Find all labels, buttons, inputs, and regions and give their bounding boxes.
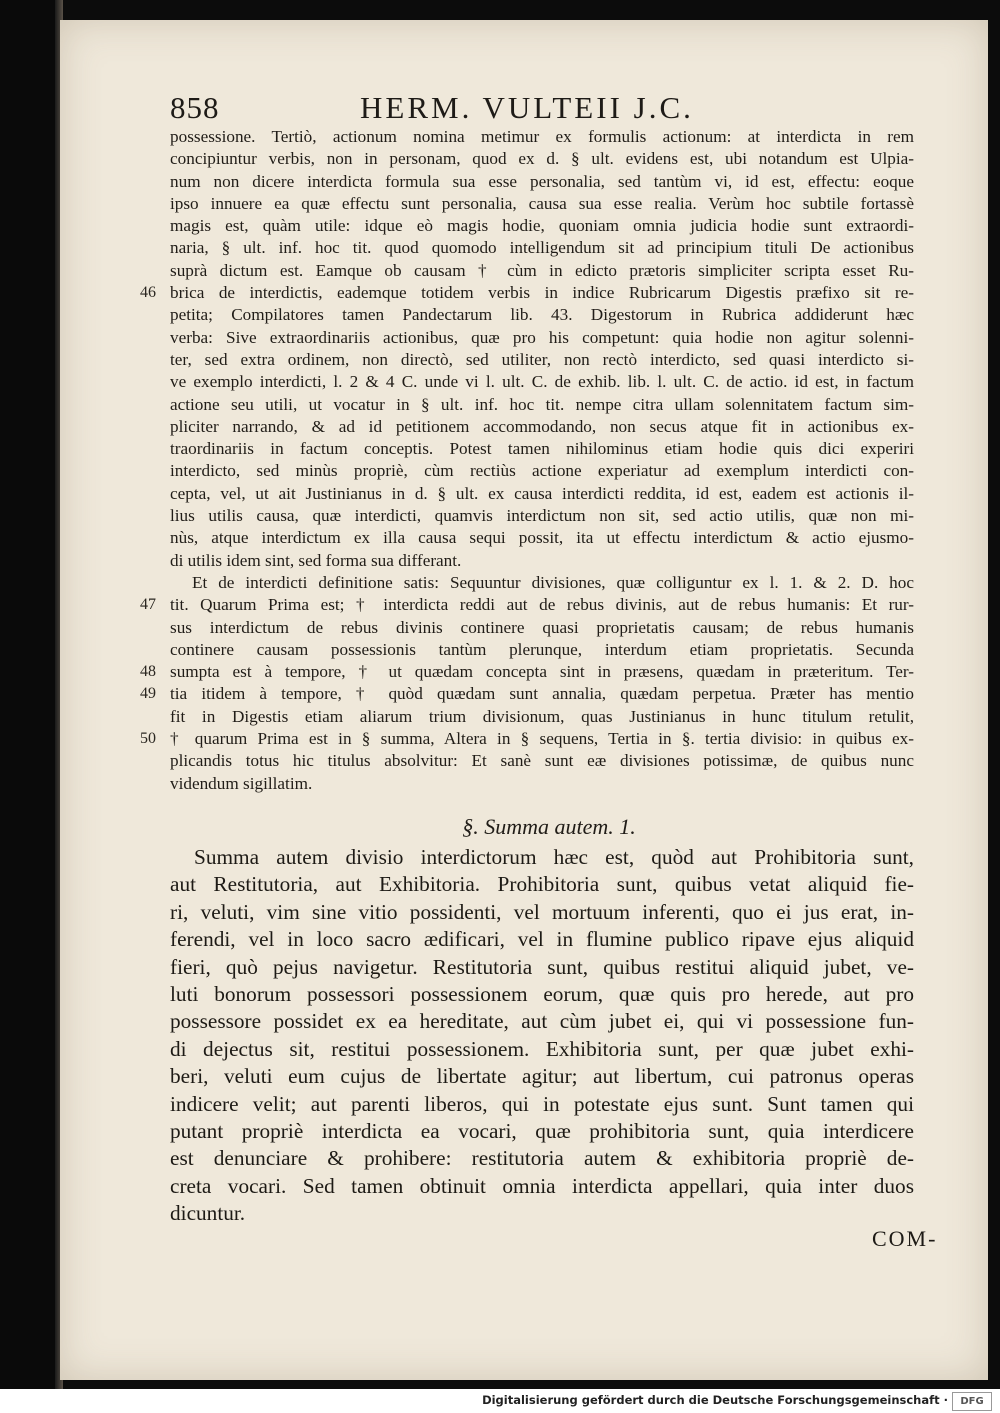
text-line: petita; Compilatores tamen Pandectarum lib. 43. Digestorum in Rubrica addiderunt hæc <box>170 305 914 325</box>
text-line: creta vocari. Sed tamen obtinuit omnia interdicta appellari, quia inter duos <box>170 1173 914 1198</box>
digitization-footer <box>0 1389 1000 1413</box>
text-line: aut Restitutoria, aut Exhibitoria. Prohibitoria sunt, quibus vetat aliquid fie- <box>170 872 914 897</box>
text-line: tit. Quarum Prima est; † interdicta reddi aut de rebus divinis, aut de rebus humanis: Et rur- <box>170 595 914 615</box>
text-line: lius utilis causa, quæ interdicti, quamvis interdictum non sit, sed actio utilis, quæ non mi- <box>170 506 914 526</box>
margin-number: 46 <box>140 284 156 301</box>
text-line: interdicto, sed minùs propriè, cùm rectiùs actione experiatur ad exemplum interdicti con- <box>170 461 914 481</box>
text-line: tia itidem à tempore, † quòd quædam sunt annalia, quædam perpetua. Præter has mentio <box>170 684 914 704</box>
text-line: plicandis totus hic titulus absolvitur: Et sanè sunt eæ divisiones potissimæ, de quibus nunc <box>170 751 914 771</box>
text-line: ipso innuere ea quæ effectu sunt personalia, causa sua esse realia. Verùm hoc subtile fortassè <box>170 193 914 213</box>
text-line: indicere velit; aut parenti liberos, qui in potestate ejus sunt. Sunt tamen qui <box>170 1091 914 1116</box>
page-header <box>170 90 820 130</box>
text-line: possessione. Tertiò, actionum nomina metimur ex formulis actionum: at interdicta in rem <box>170 127 914 146</box>
text-line: suprà dictum est. Eamque ob causam † cùm in edicto prætoris simpliciter scripta esset Ru- <box>170 260 914 280</box>
text-line: † quarum Prima est in § summa, Altera in § sequens, Tertia in §. tertia divisio: in quibus ex- <box>170 729 914 749</box>
text-line: fit in Digestis etiam aliarum trium divisionum, quas Justinianus in hunc titulum retulit, <box>170 706 914 726</box>
text-line: brica de interdictis, eademque totidem verbis in indice Rubricarum Digestis præfixo sit re- <box>170 283 914 303</box>
text-line: naria, § ult. inf. hoc tit. quod quomodo intelligendum sit ad principium tituli De actionibus <box>170 238 914 258</box>
text-line: ve exemplo interdicti, l. 2 & 4 C. unde vi l. ult. C. de exhib. lib. l. ult. C. de actio. id est, in factum <box>170 372 914 392</box>
text-line: verba: Sive extraordinariis actionibus, quæ pro his competunt: quia hodie non agitur solenni- <box>170 327 914 347</box>
footer-credit: Digitalisierung gefördert durch die Deutsche Forschungsgemeinschaft · <box>482 1393 948 1407</box>
text-line: actione seu utili, ut vocatur in § ult. inf. hoc tit. nempe citra ullam solennitatem factum sim- <box>170 394 914 414</box>
text-line: sus interdictum de rebus divinis continere quasi proprietatis causam; de rebus humanis <box>170 617 914 637</box>
body-text <box>170 126 914 795</box>
text-line: nùs, atque interdictum ex illa causa sequi possit, ita ut effectu interdictum & actio ejusmo- <box>170 528 914 548</box>
page-content <box>60 20 988 1380</box>
text-line: traordinariis in factum conceptis. Potest tamen nihilominus etiam hodie quis dici experiri <box>170 439 914 459</box>
text-line: luti bonorum possessori possessionem eorum, quæ quis pro herede, aut pro <box>170 982 914 1007</box>
margin-number: 48 <box>140 663 156 680</box>
text-line: fieri, quò pejus navigetur. Restitutoria sunt, quibus restitui aliquid jubet, ve- <box>170 954 914 979</box>
running-head: HERM. VULTEII J.C. <box>360 90 694 125</box>
text-line: ter, sed extra ordinem, non directò, sed utiliter, non rectò interdicto, sed quasi interdicto si- <box>170 349 914 369</box>
text-line: magis est, quàm utile: idque eò magis hodie, quoniam omnia judicia hodie sunt extraordi- <box>170 216 914 236</box>
text-line: cepta, vel, ut ait Justinianus in d. § ult. ex causa interdicti reddita, id est, eadem est actionis il- <box>170 483 914 503</box>
text-line: est denunciare & prohibere: restitutoria autem & exhibitoria propriè de- <box>170 1146 914 1171</box>
text-line: continere causam possessionis tantùm plerunque, interdum etiam proprietatis. Secunda <box>170 639 914 659</box>
page-number: 858 <box>170 90 220 125</box>
section-text <box>170 844 914 1228</box>
text-line: putant propriè interdicta ea vocari, quæ prohibitoria sunt, quia interdicere <box>170 1119 914 1144</box>
book-page <box>60 20 988 1380</box>
text-line: ri, veluti, vim sine vitio possidenti, vel mortuum inferenti, quo ei jus erat, in- <box>170 899 914 924</box>
text-line: di dejectus sit, restitui possessionem. Exhibitoria sunt, per quæ jubet exhi- <box>170 1036 914 1061</box>
scan-border <box>0 0 60 1389</box>
text-line: dicuntur. <box>170 1201 246 1226</box>
margin-number: 47 <box>140 596 156 613</box>
catchword: COM- <box>872 1226 938 1251</box>
text-line: concipiuntur verbis, non in personam, quod ex d. § ult. evidens est, ubi notandum est Ulpia- <box>170 149 914 169</box>
dfg-logo-icon: DFG <box>952 1392 992 1411</box>
text-line: pliciter narrando, & ad id petitionem accommodando, non secus atque fit in actionibus ex- <box>170 416 914 436</box>
text-line: sumpta est à tempore, † ut quædam concepta sint in præsens, quædam in præteritum. Ter- <box>170 662 914 682</box>
margin-number: 49 <box>140 685 156 702</box>
text-line: ferendi, vel in loco sacro ædificari, vel in flumine publico ripave ejus aliquid <box>170 927 914 952</box>
text-line: beri, veluti eum cujus de libertate agitur; aut libertum, cui patronus operas <box>170 1064 914 1089</box>
margin-number: 50 <box>140 730 156 747</box>
text-line: Et de interdicti definitione satis: Sequuntur divisiones, quæ colliguntur ex l. 1. & 2. D. hoc <box>192 572 914 592</box>
text-line: num non dicere interdicta formula sua esse personalia, sed tantùm vi, id est, effectu: eoque <box>170 171 914 191</box>
text-line: videndum sigillatim. <box>170 773 313 793</box>
text-line: Summa autem divisio interdictorum hæc est, quòd aut Prohibitoria sunt, <box>194 845 914 869</box>
text-line: possessore possidet ex ea hereditate, aut cùm jubet ei, qui vi possessione fun- <box>170 1009 914 1034</box>
section-heading: §. Summa autem. 1. <box>462 814 636 839</box>
text-line: di utilis idem sint, sed forma sua differant. <box>170 550 462 570</box>
